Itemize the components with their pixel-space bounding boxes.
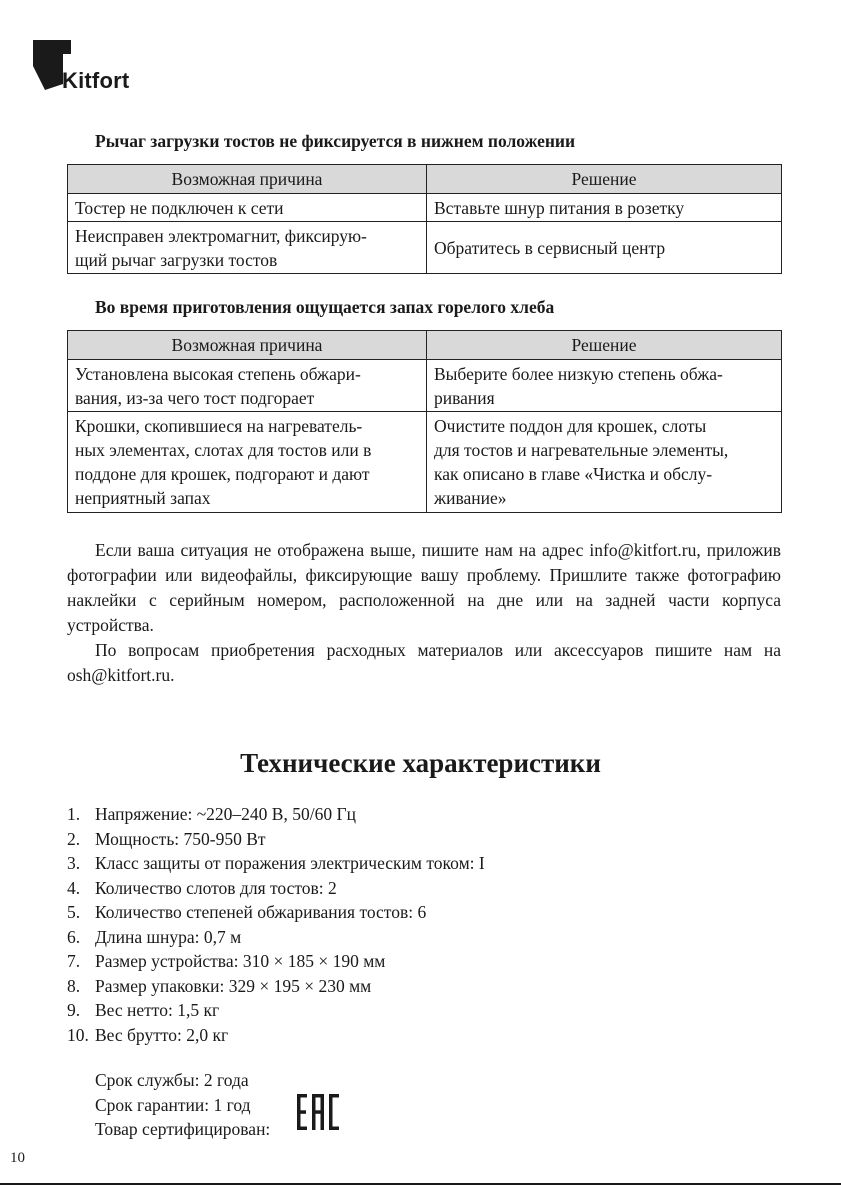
list-item: 1. Напряжение: ~220–240 В, 50/60 Гц — [67, 804, 356, 824]
solution-cell: Очистите поддон для крошек, слоты для тостов и нагревательные элементы, как описано в главе «Чистка и обслу- живание» — [427, 412, 782, 513]
table-row — [68, 412, 782, 513]
list-item: 10. Вес брутто: 2,0 кг — [67, 1024, 229, 1045]
cause-cell: Крошки, скопившиеся на нагреватель- ных элементах, слотах для тостов или в поддоне для крошек, подгорают и дают неприятный запах — [68, 412, 427, 513]
table-header-row — [68, 165, 782, 194]
accessories-paragraph: По вопросам приобретения расходных материалов или аксессуаров пишите нам на osh@kitfort.ru. — [67, 640, 781, 685]
table-row — [68, 194, 782, 222]
section-title-lever: Рычаг загрузки тостов не фиксируется в нижнем положении — [95, 131, 576, 151]
cause-cell: Тостер не подключен к сети — [68, 194, 427, 222]
list-item: 9. Вес нетто: 1,5 кг — [67, 1000, 220, 1020]
troubleshoot-table-lever — [67, 164, 782, 274]
table-header-row — [68, 331, 782, 360]
specs-list — [67, 802, 485, 1047]
header-cause: Возможная причина — [68, 165, 427, 194]
list-item: 8. Размер упаковки: 329 × 195 × 230 мм — [67, 975, 372, 996]
header-solution: Решение — [427, 331, 782, 360]
certified-label: Товар сертифицирован: — [95, 1119, 271, 1139]
list-item: 7. Размер устройства: 310 × 185 × 190 мм — [67, 951, 386, 971]
cause-cell: Неисправен электромагнит, фиксирую- щий рычаг загрузки тостов — [68, 222, 427, 274]
solution-cell: Обратитесь в сервисный центр — [427, 222, 782, 274]
header-cause: Возможная причина — [68, 331, 427, 360]
list-item: 4. Количество слотов для тостов: 2 — [67, 877, 337, 898]
solution-cell: Вставьте шнур питания в розетку — [427, 194, 782, 222]
bottom-rule — [0, 1183, 841, 1185]
list-item: 5. Количество степеней обжаривания тостов: 6 — [67, 902, 427, 922]
service-life: Срок службы: 2 года — [95, 1070, 249, 1090]
warranty: Срок гарантии: 1 год — [95, 1094, 251, 1115]
cause-cell: Установлена высокая степень обжари- вания, из-за чего тост подгорает — [68, 360, 427, 412]
troubleshoot-table-burnt-smell — [67, 330, 782, 513]
footer-info — [95, 1068, 270, 1142]
table-row — [68, 222, 782, 274]
brand-name: Kitfort — [62, 68, 130, 93]
page-number: 10 — [10, 1150, 25, 1166]
list-item: 3. Класс защиты от поражения электрическим током: I — [67, 853, 485, 873]
list-item: 2. Мощность: 750-950 Вт — [67, 828, 266, 849]
eac-mark-icon — [296, 1092, 340, 1132]
list-item: 6. Длина шнура: 0,7 м — [67, 926, 242, 947]
table-row — [68, 360, 782, 412]
contact-paragraph: Если ваша ситуация не отображена выше, пишите нам на адрес info@kitfort.ru, приложив фотографии или видеофайлы, фиксирующие вашу проблему. Пришлите также фотографию наклейки с серийным номером, расположенной на дне или на задней части корпуса устройства. — [67, 540, 781, 635]
section-title-burnt-smell: Во время приготовления ощущается запах горелого хлеба — [95, 297, 555, 317]
solution-cell: Выберите более низкую степень обжа- ривания — [427, 360, 782, 412]
specs-title: Технические характеристики — [240, 748, 601, 778]
header-solution: Решение — [427, 165, 782, 194]
